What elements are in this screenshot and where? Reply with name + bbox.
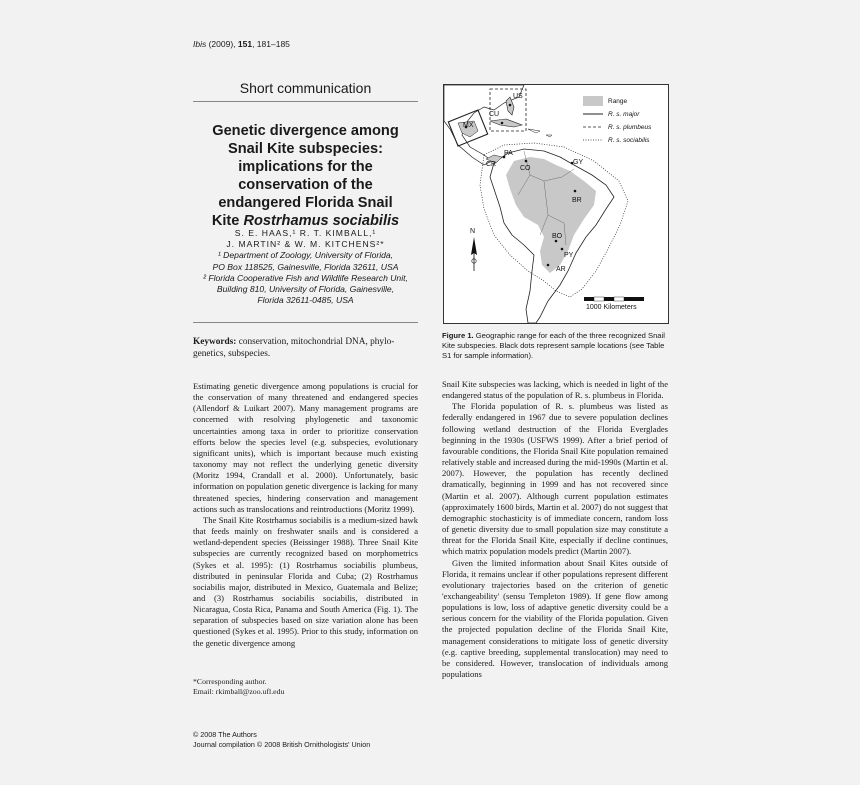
map-legend xyxy=(583,96,652,144)
title-line: implications for the xyxy=(238,159,373,175)
figure-caption xyxy=(442,331,668,361)
scale-label: 1000 Kilometers xyxy=(586,304,637,311)
paragraph: Estimating genetic divergence among populations is crucial for the conservation of many threatened and endangered species (Allendorf & Luikart 2007). Many management programs are concerned with resolving phylogenetic and taxonomic uncertainties among taxa in order to prioritize conservation efforts below the species level (e.g. subspecies, evolutionary significant units), which is important because much existing taxonomy may not reflect the underlying genetic diversity (Moritz 1994, Crandall et al. 2000). Unfortunately, basic information on population genetic divergence is lacking for many threatened species, hindering conservation and management actions such as translocations and reintroductions (Moritz 1999). xyxy=(193,381,418,514)
title-line: conservation of the xyxy=(238,177,373,193)
label-br: BR xyxy=(572,197,582,204)
footnote xyxy=(193,677,418,697)
title-line: endangered Florida Snail xyxy=(218,195,393,211)
paragraph: Snail Kite subspecies was lacking, which is needed in light of the endangered status of the population of R. s. plumbeus in Florida. xyxy=(442,379,668,401)
title-line: Genetic divergence among xyxy=(212,123,399,139)
author-line: S. E. HAAS,¹ R. T. KIMBALL,¹ xyxy=(234,228,377,238)
body-column-right xyxy=(442,379,668,680)
label-bo: BO xyxy=(552,233,563,240)
title-line: Snail Kite subspecies: xyxy=(228,141,383,157)
label-us: US xyxy=(513,93,523,100)
north-arrow-icon xyxy=(470,228,477,271)
affiliation-2-line1: ² Florida Cooperative Fish and Wildlife Research Unit, xyxy=(203,272,408,283)
section-rule-top xyxy=(193,101,418,102)
article-title xyxy=(193,122,418,230)
author-line: J. MARTIN² & W. M. KITCHENS²* xyxy=(226,239,385,250)
label-co: CO xyxy=(520,165,531,172)
cuba-land xyxy=(490,119,522,127)
label-gy: GY xyxy=(573,159,584,166)
legend-sociabilis: R. s. sociabilis xyxy=(608,137,650,144)
journal-year: (2009), xyxy=(206,39,238,49)
caption-label: Figure 1. xyxy=(442,331,474,340)
legend-plumbeus: R. s. plumbeus xyxy=(608,124,652,131)
keywords-text: conservation, mitochondrial DNA, phylo-genetics, subspecies. xyxy=(193,337,395,359)
section-title: Short communication xyxy=(239,80,372,96)
label-py: PY xyxy=(564,252,574,259)
copyright-line: © 2008 The Authors xyxy=(193,730,257,739)
range-map xyxy=(444,85,668,323)
paragraph: The Florida population of R. s. plumbeus was listed as federally endangered in 1967 due to severe population declines following wetland destruction of the Florida Everglades beginning in the 1930s (USFWS 1999). After a brief period of favourable conditions, the Florida Snail Kite population remained relatively stable and increased during the mid-1990s (Martin et al. 2007). However, the population has recently declined dramatically, beginning in 1999 and has not recovered since (Martin et al. 2007). Although current population estimates (approximately 1600 birds, Martin et al. 2007) do not suggest that demographic stochasticity is of immediate concern, random loss of genetic diversity due to small population size may constitute a threat for the Florida Snail Kite, especially if decline continues, which matrix population models predict (Martin 2007). xyxy=(442,401,668,557)
journal-pages: , 181–185 xyxy=(252,39,290,49)
journal-volume: 151 xyxy=(237,39,253,49)
figure-map xyxy=(443,84,669,324)
north-label: N xyxy=(470,228,476,235)
caption-text: Geographic range for each of the three recognized Snail Kite subspecies. Black dots represent sample locations (see Table S1 for sample information). xyxy=(442,331,665,360)
journal-citation xyxy=(193,39,290,49)
section-rule-bottom xyxy=(193,322,418,323)
author-block xyxy=(193,228,418,306)
footnote-corresponding: *Corresponding author. xyxy=(193,677,267,686)
affiliation-2-line3: Florida 32611-0485, USA xyxy=(257,295,354,306)
legend-range-swatch xyxy=(583,96,603,106)
caribbean-islands xyxy=(528,129,552,137)
label-cu: CU xyxy=(489,111,500,118)
copyright-line: Journal compilation © 2008 British Ornithologists' Union xyxy=(193,739,371,749)
scale-bar xyxy=(584,297,644,311)
paragraph: The Snail Kite Rostrhamus sociabilis is a medium-sized hawk that feeds mainly on freshwater snails and is considered a wetland-dependent species (Beissinger 1988). Three Snail Kite subspecies are currently recognized based on morphometrics (Sykes et al. 1995): (1) Rostrhamus sociabilis plumbeus, distributed in peninsular Florida and Cuba; (2) Rostrhamus sociabilis major, distributed in Mexico, Guatemala and Belize; and (3) Rostrhamus sociabilis sociabilis, distributed in Nicaragua, Costa Rica, Panama and South America (Fig. 1). The separation of subspecies based on size variation alone has been questioned (Sykes et al. 1995). Prior to this study, information on the genetic divergence among xyxy=(193,514,418,648)
label-cr: CR xyxy=(486,161,497,168)
keywords xyxy=(193,336,418,360)
copyright-footer xyxy=(193,730,493,749)
journal-name: Ibis xyxy=(193,39,207,49)
label-mx: MX xyxy=(463,122,474,129)
label-pa: PA xyxy=(504,150,513,157)
legend-major: R. s. major xyxy=(608,111,640,118)
affiliation-2-line2: Building 810, University of Florida, Gainesville, xyxy=(216,284,395,295)
paragraph: Given the limited information about Snail Kites outside of Florida, it remains unclear if other populations represent different evolutionary trajectories based on the criterion of genetic 'exchangeability' (sensu Templeton 1989). If gene flow among populations is low, loss of adaptive genetic diversity could be a serious concern for the viability of the Florida population. Given the projected population decline of the Florida Snail Kite, management considerations to mitigate loss of genetic diversity (e.g. captive breeding, supplemental translocation) may need to be considered. However, translocation of individuals among populations xyxy=(442,557,668,680)
body-column-left xyxy=(193,381,418,649)
title-prefix: Kite xyxy=(211,213,244,229)
affiliation-1-line1: ¹ Department of Zoology, University of Florida, xyxy=(217,250,394,261)
footnote-email: Email: rkimball@zoo.ufl.edu xyxy=(193,687,285,696)
label-ar: AR xyxy=(556,266,566,273)
keywords-label: Keywords: xyxy=(193,337,237,347)
legend-range: Range xyxy=(608,98,628,105)
title-species: Rostrhamus sociabilis xyxy=(243,213,400,229)
affiliation-1-line2: PO Box 118525, Gainesville, Florida 32611, USA xyxy=(212,261,399,272)
